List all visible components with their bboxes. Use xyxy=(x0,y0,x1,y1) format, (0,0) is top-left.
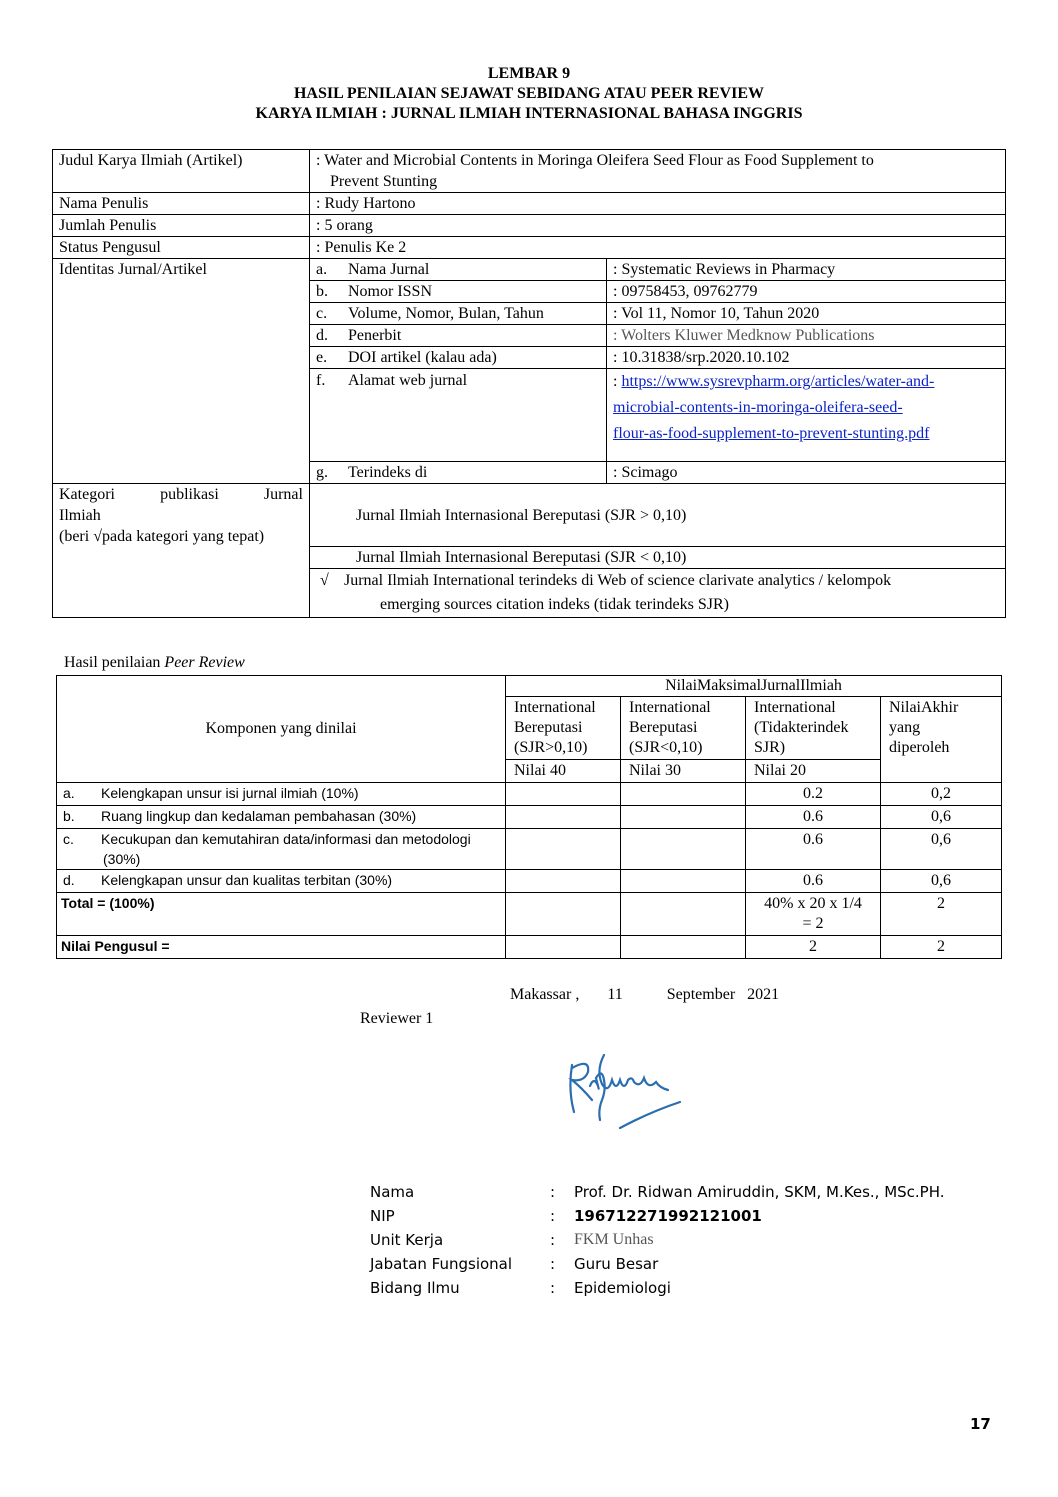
article-identity-table xyxy=(52,149,1006,618)
journal-url-link[interactable]: https://www.sysrevpharm.org/articles/water-and- microbial-contents-in-moringa-oleifera-seed- flour-as-food-supplement-to-prevent-stunting.pdf xyxy=(613,373,935,442)
pengusul-row: Nilai Pengusul = 2 2 xyxy=(57,936,1002,959)
status-pengusul-value: : Penulis Ke 2 xyxy=(310,237,1006,259)
detail-row: g. Terindeks di : Scimago xyxy=(310,462,1005,484)
page-number: 17 xyxy=(970,1415,991,1433)
row-nama-penulis: Nama Penulis : Rudy Hartono xyxy=(53,193,1006,215)
detail-row: d. Penerbit : Wolters Kluwer Medknow Publications xyxy=(310,325,1005,347)
reviewer-label: Reviewer 1 xyxy=(360,1010,434,1027)
row-jumlah-penulis: Jumlah Penulis : 5 orang xyxy=(53,215,1006,237)
total-row: Total = (100%) 40% x 20 x 1/4 = 2 2 xyxy=(57,893,1002,936)
detail-row: e. DOI artikel (kalau ada) : 10.31838/srp.2020.10.102 xyxy=(310,347,1005,369)
jumlah-penulis-value: : 5 orang xyxy=(310,215,1006,237)
kategori-option-1[interactable]: Jurnal Ilmiah Internasional Bereputasi (SJR > 0,10) xyxy=(310,484,1006,547)
max-score-header: NilaiMaksimalJurnalIlmiah xyxy=(506,676,1002,697)
sheet-number: LEMBAR 9 xyxy=(487,65,571,82)
judul-value: : Water and Microbial Contents in Moringa Oleifera Seed Flour as Food Supplement to Prevent Stunting xyxy=(310,150,1006,193)
component-header: Komponen yang dinilai xyxy=(57,676,506,783)
row-judul xyxy=(53,150,1006,193)
review-section-title: Hasil penilaian Peer Review xyxy=(64,654,245,671)
detail-row: c. Volume, Nomor, Bulan, Tahun : Vol 11, Nomor 10, Tahun 2020 xyxy=(310,303,1005,325)
kategori-option-2[interactable]: Jurnal Ilmiah Internasional Bereputasi (SJR < 0,10) xyxy=(310,547,1006,569)
document-header xyxy=(0,64,1058,124)
document-title: HASIL PENILAIAN SEJAWAT SEBIDANG ATAU PEER REVIEW xyxy=(293,85,765,102)
info-row-nip: NIP : 196712271992121001 xyxy=(370,1207,762,1225)
kategori-option-3[interactable]: √ Jurnal Ilmiah International terindeks di Web of science clarivate analytics / kelompok emerging sources citation indeks (tidak terindeks SJR) xyxy=(310,569,1006,618)
place-date: Makassar , 11 September 2021 xyxy=(510,986,780,1003)
info-row-nama: Nama : Prof. Dr. Ridwan Amiruddin, SKM, M.Kes., MSc.PH. xyxy=(370,1183,945,1201)
col-header-non-sjr: International (Tidakterindek SJR) xyxy=(746,697,881,760)
table-row: c. Kecukupan dan kemutahiran data/informasi dan metodologi (30%) 0.6 0,6 xyxy=(57,829,1002,870)
doi-value: : 10.31838/srp.2020.10.102 xyxy=(607,347,1006,369)
checkmark-icon: √ xyxy=(320,572,329,589)
table-row: b. Ruang lingkup dan kedalaman pembahasan (30%) 0.6 0,6 xyxy=(57,806,1002,829)
row-identitas-jurnal: Identitas Jurnal/Artikel a. Nama Jurnal : Systematic Reviews in Pharmacy b. Nomor ISSN : 09758453, 09762779 c. Volume, Nomor, Bulan, Tahun : Vol 11, Nomor 10, Tahun 2020 d. Penerbit : Wolters Kluwer Medknow Publications e. DOI artikel (kalau ada) : 10.31838/srp.2020.10.102 f. Alamat web jurnal : https://www.sysrevpharm.org/articles/water-and- microbial-contents-in-moringa-oleifera-seed- flour-as-food-supplement-to-prevent-stunting.pdf g. Terindeks di : Scimago xyxy=(53,259,1006,484)
info-row-bidang: Bidang Ilmu : Epidemiologi xyxy=(370,1279,671,1297)
detail-row: f. Alamat web jurnal : https://www.sysrevpharm.org/articles/water-and- microbial-contents-in-moringa-oleifera-seed- flour-as-food-supplement-to-prevent-stunting.pdf xyxy=(310,369,1005,462)
col-header-sjr-high: International Bereputasi (SJR>0,10) xyxy=(506,697,621,760)
journal-details-table xyxy=(310,259,1005,483)
penerbit-value: : Wolters Kluwer Medknow Publications xyxy=(607,325,1006,347)
row-status-pengusul: Status Pengusul : Penulis Ke 2 xyxy=(53,237,1006,259)
row-kategori: Kategori publikasi Jurnal Ilmiah (beri √pada kategori yang tepat) Jurnal Ilmiah Internasional Bereputasi (SJR > 0,10) xyxy=(53,484,1006,547)
terindeks-value: : Scimago xyxy=(613,464,678,481)
col-header-final: NilaiAkhir yang diperoleh xyxy=(881,697,1002,783)
table-row: d. Kelengkapan unsur dan kualitas terbitan (30%) 0.6 0,6 xyxy=(57,870,1002,893)
info-row-unit-kerja: Unit Kerja : FKM Unhas xyxy=(370,1231,654,1249)
signature-image xyxy=(560,1050,700,1140)
nama-penulis-value: : Rudy Hartono xyxy=(310,193,1006,215)
detail-row: b. Nomor ISSN : 09758453, 09762779 xyxy=(310,281,1005,303)
info-row-jabatan: Jabatan Fungsional : Guru Besar xyxy=(370,1255,659,1273)
judul-label: Judul Karya Ilmiah (Artikel) xyxy=(53,150,310,193)
document-subtitle: KARYA ILMIAH : JURNAL ILMIAH INTERNASIONAL BAHASA INGGRIS xyxy=(255,105,803,122)
reviewer-info xyxy=(370,1180,945,1300)
detail-row: a. Nama Jurnal : Systematic Reviews in Pharmacy xyxy=(310,259,1005,281)
peer-review-table: Komponen yang dinilai NilaiMaksimalJurnalIlmiah International Bereputasi (SJR>0,10) International Bereputasi (SJR<0,10) International (Tidakterindek SJR) NilaiAkhir yang diperoleh Nilai 40 Nilai 30 Nilai 20 a. Kelengkapan unsur isi jurnal ilmiah (10%) 0.2 0,2 b. Ruang lingkup dan kedalaman pembahasan (30%) 0.6 0,6 c. Kecukupan dan kemutahiran data/informasi dan metodologi (30%) 0.6 0,6 d. Kelengkapan unsur dan kualitas terbitan (30%) 0.6 0,6 Total = (100%) 40% x 20 x 1/4 = 2 2 Nilai Pengusul = 2 2 xyxy=(56,675,1002,959)
table-row: a. Kelengkapan unsur isi jurnal ilmiah (10%) 0.2 0,2 xyxy=(57,783,1002,806)
col-header-sjr-low: International Bereputasi (SJR<0,10) xyxy=(621,697,746,760)
